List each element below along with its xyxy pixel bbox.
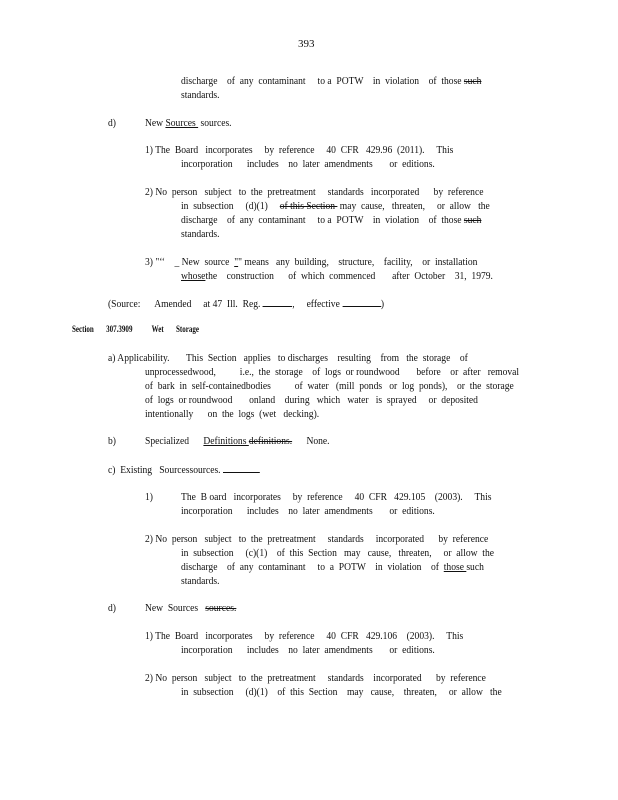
- text-line: discharge of any contaminant to a POTW in violation of those such: [181, 76, 482, 87]
- text-line: standards.: [181, 90, 220, 101]
- item-label: b): [108, 436, 116, 447]
- item-label: d): [108, 118, 116, 129]
- text-line: 3) "‘‘ _ New source "" means any building, structure, facility, or installation: [145, 257, 478, 268]
- page-number: 393: [298, 38, 315, 50]
- source-note: (Source: Amended at 47 Ill. Reg. , effective ): [108, 299, 385, 310]
- text-line: standards.: [181, 229, 220, 240]
- item-label: 1): [145, 492, 153, 503]
- text-line: The B oard incorporates by reference 40 CFR 429.105 (2003). This: [181, 492, 492, 503]
- text-line: discharge of any contaminant to a POTW in violation of those such: [181, 562, 484, 573]
- text-line: a) Applicability. This Section applies to discharges resulting from the storage of: [108, 353, 468, 364]
- text-line: 1) The Board incorporates by reference 40 CFR 429.96 (2011). This: [145, 145, 454, 156]
- text-line: whosethe construction of which commenced after October 31, 1979.: [181, 271, 493, 282]
- section-heading: Section 307.3909 Wet Storage: [72, 324, 200, 334]
- text-line: 2) No person subject to the pretreatment standards incorporated by reference: [145, 534, 489, 545]
- text-line: 2) No person subject to the pretreatment standards incorporated by reference: [145, 673, 486, 684]
- text-line: New Sources sources.: [145, 603, 237, 614]
- text-line: in subsection (c)(1) of this Section may cause, threaten, or allow the: [181, 548, 495, 559]
- text-line: incorporation includes no later amendments or editions.: [181, 506, 435, 517]
- text-line: in subsection (d)(1) of this Section may cause, threaten, or allow the: [181, 201, 490, 212]
- text-line: of logs or roundwood onland during which water is sprayed or deposited: [145, 395, 478, 406]
- text-line: in subsection (d)(1) of this Section may cause, threaten, or allow the: [181, 687, 502, 698]
- text-line: New Sources sources.: [145, 118, 232, 129]
- text-line: incorporation includes no later amendments or editions.: [181, 159, 435, 170]
- item-label: d): [108, 603, 116, 614]
- text-line: discharge of any contaminant to a POTW in violation of those such: [181, 215, 482, 226]
- text-line: c) Existing Sourcessources.: [108, 463, 260, 477]
- text-line: 2) No person subject to the pretreatment standards incorporated by reference: [145, 187, 484, 198]
- text-line: of bark in self-containedbodies of water (mill ponds or log ponds), or the storage: [145, 381, 514, 392]
- text-line: incorporation includes no later amendments or editions.: [181, 645, 435, 656]
- text-line: Specialized Definitions definitions. None.: [145, 436, 330, 447]
- text-line: intentionally on the logs (wet decking).: [145, 409, 320, 420]
- text-line: 1) The Board incorporates by reference 40 CFR 429.106 (2003). This: [145, 631, 464, 642]
- text-line: unprocessedwood, i.e., the storage of logs or roundwood before or after removal: [145, 367, 520, 378]
- text-line: standards.: [181, 576, 220, 587]
